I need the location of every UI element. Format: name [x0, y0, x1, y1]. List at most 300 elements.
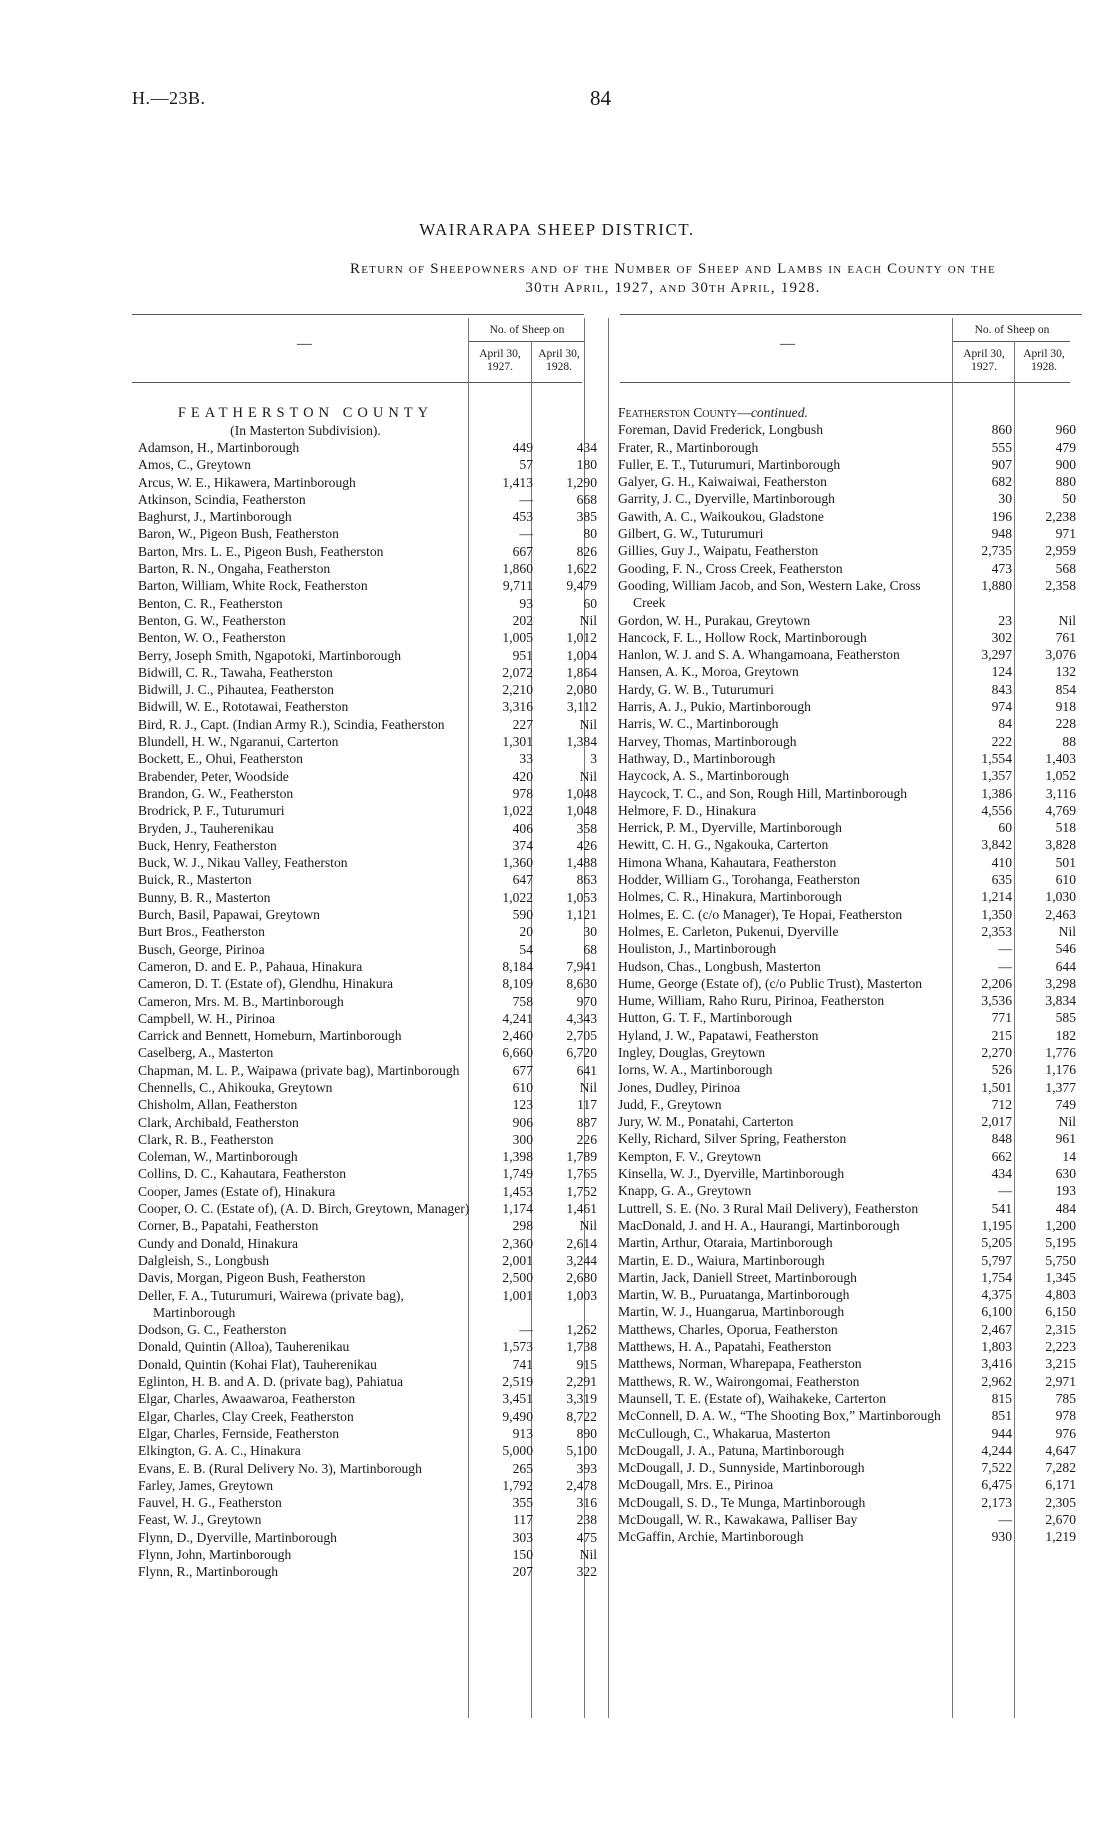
sheep-1927: —: [998, 1183, 1012, 1199]
table-row: [618, 1027, 1082, 1044]
sheep-1928: 132: [1055, 664, 1076, 680]
owner-name: Busch, George, Pirinoa: [138, 941, 265, 957]
sheep-1927: 3,451: [502, 1391, 533, 1407]
table-row: [618, 1269, 1082, 1286]
table-row: [618, 836, 1082, 853]
table-row: [138, 768, 605, 785]
table-row: [138, 1217, 605, 1234]
sheep-1927: 2,500: [502, 1270, 533, 1286]
owner-name: Martin, E. D., Waiura, Martinborough: [618, 1252, 825, 1268]
right-col1-header: April 30, 1927.: [963, 348, 1005, 373]
table-row: [138, 1148, 605, 1165]
table-row: [138, 1494, 605, 1511]
sheep-1928: Nil: [1058, 1114, 1076, 1130]
sheep-1928: 226: [576, 1131, 597, 1147]
table-row: [618, 1200, 1082, 1217]
owner-name: Fauvel, H. G., Featherston: [138, 1495, 282, 1511]
left-col2-header: April 30, 1928.: [538, 348, 580, 373]
table-row: [618, 1494, 1082, 1511]
sheep-1927: 2,467: [981, 1321, 1012, 1337]
table-row: [618, 958, 1082, 975]
sheep-1927: 3,842: [981, 837, 1012, 853]
owner-name: Benton, W. O., Featherston: [138, 630, 286, 646]
sheep-1928: 2,705: [566, 1028, 597, 1044]
sheep-1928: 1,345: [1045, 1269, 1076, 1285]
owner-name: Carrick and Bennett, Homeburn, Martinborough: [138, 1028, 402, 1044]
sheep-1927: 610: [512, 1079, 533, 1095]
table-row: [138, 491, 605, 508]
owner-name: Cameron, D. and E. P., Pahaua, Hinakura: [138, 958, 363, 974]
sheep-1928: 1,176: [1045, 1062, 1076, 1078]
owner-name: Cundy and Donald, Hinakura: [138, 1235, 299, 1251]
sheep-1928: 501: [1055, 854, 1076, 870]
table-row: [138, 975, 605, 992]
owner-name: Martin, W. J., Huangarua, Martinborough: [618, 1304, 845, 1320]
left-name-header-dash: —: [297, 336, 312, 352]
sheep-1928: 1,048: [566, 785, 597, 801]
owner-name: Fuller, E. T., Tuturumuri, Martinborough: [618, 456, 841, 472]
left-col1-header: April 30, 1927.: [479, 348, 521, 373]
table-top-rule: [132, 314, 584, 315]
sheep-1928: 7,282: [1045, 1460, 1076, 1476]
owner-name: McDougall, J. A., Patuna, Martinborough: [618, 1442, 845, 1458]
sheep-1928: 546: [1055, 941, 1076, 957]
sheep-1927: —: [998, 941, 1012, 957]
table-row: [138, 906, 605, 923]
sheep-1927: 1,501: [981, 1079, 1012, 1095]
owner-name: Helmore, F. D., Hinakura: [618, 802, 757, 818]
sheep-1928: Nil: [579, 1218, 597, 1234]
sheep-1927: 590: [512, 907, 533, 923]
sheep-1928: 2,358: [1045, 577, 1076, 593]
sheep-1928: 9,479: [566, 578, 597, 594]
sheep-1928: 880: [1055, 474, 1076, 490]
sheep-1928: 585: [1055, 1010, 1076, 1026]
owner-name: Hanlon, W. J. and S. A. Whangamoana, Featherston: [618, 647, 900, 663]
sheep-1927: 3,416: [981, 1356, 1012, 1372]
table-row: [138, 716, 605, 733]
sheep-1927: 851: [991, 1408, 1012, 1424]
sheep-1927: 9,711: [502, 578, 533, 594]
owner-name: Chisholm, Allan, Featherston: [138, 1097, 298, 1113]
table-row: [618, 733, 1082, 750]
owner-name: Coleman, W., Martinborough: [138, 1149, 298, 1165]
sheep-1928: 1,765: [566, 1166, 597, 1182]
table-row: [138, 958, 605, 975]
owner-name: Cooper, O. C. (Estate of), (A. D. Birch, Greytown, Manager): [138, 1201, 470, 1217]
sheep-1927: 1,792: [502, 1477, 533, 1493]
owner-name: Matthews, R. W., Wairongomai, Featherston: [618, 1373, 860, 1389]
table-row: [138, 1096, 605, 1113]
owner-name: Hume, George (Estate of), (c/o Public Trust), Masterton: [618, 975, 923, 991]
sheep-1928: 2,080: [566, 682, 597, 698]
sheep-1927: 1,174: [502, 1201, 533, 1217]
sheep-1927: 526: [991, 1062, 1012, 1078]
sheep-1927: —: [519, 491, 533, 507]
owner-name: Jones, Dudley, Pirinoa: [618, 1079, 741, 1095]
sheep-1927: 2,962: [981, 1373, 1012, 1389]
owner-name: Brodrick, P. F., Tuturumuri: [138, 803, 285, 819]
table-row: [138, 871, 605, 888]
owner-name: Judd, F., Greytown: [618, 1096, 722, 1112]
right-group-header: No. of Sheep on: [974, 324, 1050, 336]
sheep-1927: 406: [512, 820, 533, 836]
owner-name: Kelly, Richard, Silver Spring, Featherston: [618, 1131, 847, 1147]
sheep-1928: 970: [576, 993, 597, 1009]
document-title: WAIRARAPA SHEEP DISTRICT.: [419, 220, 695, 239]
county-subheading: (In Masterton Subdivision).: [230, 423, 381, 438]
owner-name: Jury, W. M., Ponatahi, Carterton: [618, 1114, 794, 1130]
table-row: [138, 854, 605, 871]
table-row: [138, 750, 605, 767]
owner-name: Martin, W. B., Puruatanga, Martinborough: [618, 1287, 850, 1303]
table-row: [618, 888, 1082, 905]
sheep-1928: 5,195: [1045, 1235, 1076, 1251]
sheep-1928: Nil: [1058, 612, 1076, 628]
table-row: [138, 1460, 605, 1477]
right-rows: [618, 421, 1082, 1545]
table-row: [138, 456, 605, 473]
sheep-1927: 541: [991, 1200, 1012, 1216]
owner-name: Holmes, E. C. (c/o Manager), Te Hopai, Featherston: [618, 906, 903, 922]
sheep-1927: 2,206: [981, 975, 1012, 991]
sheep-1927: 5,797: [981, 1252, 1012, 1268]
table-row: [618, 646, 1082, 663]
table-row: [138, 1252, 605, 1269]
sheep-1928: 4,769: [1045, 802, 1076, 818]
owner-name: Berry, Joseph Smith, Ngapotoki, Martinborough: [138, 647, 402, 663]
owner-name: Amos, C., Greytown: [138, 457, 251, 473]
subtitle-line-2: 30th April, 1927, and 30th April, 1928.: [525, 280, 821, 296]
owner-name: Chapman, M. L. P., Waipawa (private bag), Martinborough: [138, 1062, 460, 1078]
sheep-1928: 1,290: [566, 474, 597, 490]
sheep-1928: Nil: [579, 716, 597, 732]
sheep-1928: 6,171: [1045, 1477, 1076, 1493]
sheep-1927: 635: [991, 872, 1012, 888]
owner-name: Gillies, Guy J., Waipatu, Featherston: [618, 543, 819, 559]
owner-name: Himona Whana, Kahautara, Featherston: [618, 854, 837, 870]
right-name-header-dash: —: [780, 336, 795, 352]
table-row: [618, 1182, 1082, 1199]
table-row: [138, 1477, 605, 1494]
left-column: [138, 398, 605, 1581]
owner-name: Gilbert, G. W., Tuturumuri: [618, 526, 764, 542]
table-row: [138, 1390, 605, 1407]
sheep-1927: 7,522: [981, 1460, 1012, 1476]
sheep-1927: —: [519, 526, 533, 542]
owner-name: Chennells, C., Ahikouka, Greytown: [138, 1079, 333, 1095]
table-row: [618, 1511, 1082, 1528]
sheep-1928: Nil: [579, 1547, 597, 1562]
table-row: [138, 837, 605, 854]
table-row: [618, 1407, 1082, 1424]
table-row: [618, 1355, 1082, 1372]
sheep-1928: 854: [1055, 681, 1076, 697]
sheep-1927: 3,316: [502, 699, 533, 715]
sheep-1928: 80: [583, 526, 597, 542]
owner-name: Hardy, G. W. B., Tuturumuri: [618, 681, 774, 697]
table-row: [618, 629, 1082, 646]
sheep-1927: 1,386: [981, 785, 1012, 801]
sheep-1928: 117: [577, 1097, 597, 1113]
sheep-1928: 8,630: [566, 976, 597, 992]
sheep-1927: 4,244: [981, 1442, 1012, 1458]
owner-name: Elgar, Charles, Fernside, Featherston: [138, 1425, 340, 1441]
owner-name: Bidwill, J. C., Pihautea, Featherston: [138, 682, 334, 698]
owner-name: Bryden, J., Tauherenikau: [138, 820, 274, 836]
owner-name: Hathway, D., Martinborough: [618, 750, 776, 766]
table-row: [618, 439, 1082, 456]
sheep-1927: 758: [512, 993, 533, 1009]
right-col2-header: April 30, 1928.: [1023, 348, 1065, 373]
owner-name: Gooding, William Jacob, and Son, Western Lake, Cross Creek: [618, 577, 921, 611]
sheep-1928: 6,150: [1045, 1304, 1076, 1320]
sheep-1928: 610: [1055, 872, 1076, 888]
sheep-1927: 1,554: [981, 750, 1012, 766]
owner-name: Kinsella, W. J., Dyerville, Martinborough: [618, 1166, 845, 1182]
owner-name: Dalgleish, S., Longbush: [138, 1252, 270, 1268]
sheep-1928: 2,223: [1045, 1339, 1076, 1355]
sheep-1928: Nil: [579, 768, 597, 784]
table-row: [618, 1252, 1082, 1269]
sheep-1927: 662: [991, 1148, 1012, 1164]
sheep-1927: 6,660: [502, 1045, 533, 1061]
continued-heading: [618, 404, 1082, 421]
table-row: [618, 1044, 1082, 1061]
sheep-1927: 33: [519, 751, 533, 767]
sheep-1928: 393: [576, 1460, 597, 1476]
table-row: [138, 647, 605, 664]
owner-name: Hancock, F. L., Hollow Rock, Martinborough: [618, 629, 867, 645]
sheep-1927: 2,519: [502, 1374, 533, 1390]
owner-name: Buick, R., Masterton: [138, 872, 252, 888]
sheep-1927: 84: [998, 716, 1012, 732]
sheep-1927: 1,350: [981, 906, 1012, 922]
owner-name: Barton, Mrs. L. E., Pigeon Bush, Featherston: [138, 543, 384, 559]
sheep-1927: 1,214: [981, 889, 1012, 905]
table-row: [618, 854, 1082, 871]
document-reference: H.—23B.: [132, 88, 206, 108]
owner-name: Burch, Basil, Papawai, Greytown: [138, 907, 320, 923]
owner-name: McCullough, C., Whakarua, Masterton: [618, 1425, 831, 1441]
sheep-1927: 647: [512, 872, 533, 888]
sheep-1928: 60: [583, 595, 597, 611]
sheep-1927: 473: [991, 560, 1012, 576]
sheep-1927: 57: [519, 457, 533, 473]
sheep-1928: 1,461: [566, 1201, 597, 1217]
sheep-1928: 1,738: [566, 1339, 597, 1355]
owner-name: Holmes, E. Carleton, Pukenui, Dyerville: [618, 923, 839, 939]
table-row: [138, 802, 605, 819]
owner-name: Hudson, Chas., Longbush, Masterton: [618, 958, 821, 974]
sheep-1927: 30: [998, 491, 1012, 507]
sheep-1928: 890: [576, 1425, 597, 1441]
sheep-1928: 3,112: [566, 699, 597, 715]
sheep-1927: 3,297: [981, 647, 1012, 663]
owner-name: Haycock, T. C., and Son, Rough Hill, Martinborough: [618, 785, 908, 801]
sheep-1927: 124: [991, 664, 1012, 680]
sheep-1928: 4,647: [1045, 1442, 1076, 1458]
sheep-1927: 207: [512, 1564, 533, 1580]
table-row: [618, 1009, 1082, 1026]
owner-name: Bidwill, W. E., Rototawai, Featherston: [138, 699, 349, 715]
table-row: [618, 473, 1082, 490]
table-row: [138, 595, 605, 612]
sheep-1928: 1,262: [566, 1322, 597, 1338]
table-row: [618, 560, 1082, 577]
sheep-1928: 5,100: [566, 1443, 597, 1459]
table-row: [138, 525, 605, 542]
owner-name: Herrick, P. M., Dyerville, Martinborough: [618, 820, 842, 836]
sheep-1928: Nil: [579, 1079, 597, 1095]
sheep-1928: 2,315: [1045, 1321, 1076, 1337]
sheep-1927: 1,413: [502, 474, 533, 490]
table-row: [138, 1356, 605, 1373]
table-row: [138, 785, 605, 802]
owner-name: Baghurst, J., Martinborough: [138, 509, 292, 525]
owner-name: McConnell, D. A. W., “The Shooting Box,” Martinborough: [618, 1408, 941, 1424]
sheep-1927: 712: [991, 1096, 1012, 1112]
table-row: [618, 542, 1082, 559]
sheep-1927: 265: [512, 1460, 533, 1476]
table-row: [618, 1390, 1082, 1407]
sheep-1927: 978: [512, 785, 533, 801]
sheep-1928: Nil: [1058, 923, 1076, 939]
sheep-1927: 3,536: [981, 993, 1012, 1009]
table-row: [618, 490, 1082, 507]
sheep-1928: 630: [1055, 1166, 1076, 1182]
sheep-1928: 6,720: [566, 1045, 597, 1061]
county-heading: FEATHERSTON COUNTY: [177, 405, 434, 421]
sheep-1928: 518: [1055, 820, 1076, 836]
table-row: [138, 1511, 605, 1528]
table-row: [618, 992, 1082, 1009]
sheep-1928: 50: [1062, 491, 1076, 507]
sheep-1927: 1,880: [981, 577, 1012, 593]
owner-name: Davis, Morgan, Pigeon Bush, Featherston: [138, 1270, 366, 1286]
sheep-1927: 449: [512, 440, 533, 455]
table-row: [618, 577, 1082, 612]
owner-name: Cameron, Mrs. M. B., Martinborough: [138, 993, 344, 1009]
table-row: [138, 612, 605, 629]
owner-name: Matthews, Norman, Wharepapa, Featherston: [618, 1356, 862, 1372]
owner-name: Maunsell, T. E. (Estate of), Waihakeke, Carterton: [618, 1390, 887, 1406]
sheep-1927: 2,210: [502, 682, 533, 698]
table-row: [138, 820, 605, 837]
owner-name: Luttrell, S. E. (No. 3 Rural Mail Delivery), Featherston: [618, 1200, 919, 1216]
owner-name: Caselberg, A., Masterton: [138, 1045, 274, 1061]
sheep-1927: 6,475: [981, 1477, 1012, 1493]
sheep-1927: 60: [998, 820, 1012, 836]
owner-name: MacDonald, J. and H. A., Haurangi, Martinborough: [618, 1217, 900, 1233]
sheep-1927: 4,375: [981, 1287, 1012, 1303]
sheep-1928: 316: [576, 1495, 597, 1511]
owner-name: Garrity, J. C., Dyerville, Martinborough: [618, 491, 835, 507]
table-row: [618, 1148, 1082, 1165]
sheep-1927: 374: [512, 837, 533, 853]
table-row: [138, 1235, 605, 1252]
sheep-1928: 2,670: [1045, 1512, 1076, 1527]
owner-name: Benton, C. R., Featherston: [138, 595, 283, 611]
owner-name: McGaffin, Archie, Martinborough: [618, 1529, 804, 1545]
sheep-1928: 5,750: [1045, 1252, 1076, 1268]
sheep-1927: 5,205: [981, 1235, 1012, 1251]
owner-name: Frater, R., Martinborough: [618, 439, 759, 455]
sheep-1927: 948: [991, 526, 1012, 542]
sheep-1928: 322: [576, 1564, 597, 1580]
table-row: [618, 1338, 1082, 1355]
table-row: [138, 993, 605, 1010]
sheep-1928: 193: [1055, 1183, 1076, 1199]
table-row: [618, 1303, 1082, 1320]
sheep-1928: 1,622: [566, 561, 597, 577]
table-row: [138, 1044, 605, 1061]
sheep-1927: 906: [512, 1114, 533, 1130]
sheep-1927: 6,100: [981, 1304, 1012, 1320]
owner-name: Hodder, William G., Torohanga, Featherston: [618, 872, 861, 888]
sheep-1928: 644: [1055, 958, 1076, 974]
sheep-1927: 2,072: [502, 664, 533, 680]
table-row: [618, 1130, 1082, 1147]
owner-name: Flynn, R., Martinborough: [138, 1564, 279, 1580]
sheep-1928: 3,298: [1045, 975, 1076, 991]
sheep-1927: 944: [991, 1425, 1012, 1441]
sheep-1927: 2,735: [981, 543, 1012, 559]
owner-name: Flynn, D., Dyerville, Martinborough: [138, 1529, 337, 1545]
owner-name: Haycock, A. S., Martinborough: [618, 768, 790, 784]
table-row: [138, 1062, 605, 1079]
sheep-1928: 641: [576, 1062, 597, 1078]
sheep-1927: 848: [991, 1131, 1012, 1147]
table-row: [618, 1113, 1082, 1130]
sheep-1927: 410: [991, 854, 1012, 870]
table-row: [618, 612, 1082, 629]
sheep-1927: 2,353: [981, 923, 1012, 939]
owner-name: Barton, R. N., Ongaha, Featherston: [138, 561, 331, 577]
owner-name: Bird, R. J., Capt. (Indian Army R.), Scindia, Featherston: [138, 716, 445, 732]
owner-name: Houliston, J., Martinborough: [618, 941, 777, 957]
owner-name: Bockett, E., Ohui, Featherston: [138, 751, 303, 767]
sheep-1927: 8,184: [502, 958, 533, 974]
owner-name: Donald, Quintin (Kohai Flat), Tauherenikau: [138, 1356, 377, 1372]
table-row: [138, 1546, 605, 1563]
sheep-1928: 960: [1055, 422, 1076, 438]
sheep-1927: 2,460: [502, 1028, 533, 1044]
owner-name: Brabender, Peter, Woodside: [138, 768, 289, 784]
sheep-1927: 1,005: [502, 630, 533, 646]
table-row: [138, 1269, 605, 1286]
sheep-1928: 915: [576, 1356, 597, 1372]
owner-name: Bunny, B. R., Masterton: [138, 889, 271, 905]
table-row: [138, 1010, 605, 1027]
table-row: [618, 508, 1082, 525]
table-row: [618, 1476, 1082, 1493]
sheep-1928: 668: [576, 491, 597, 507]
sheep-1928: 3,215: [1045, 1356, 1076, 1372]
sheep-1928: 2,971: [1045, 1373, 1076, 1389]
table-row: [618, 1165, 1082, 1182]
sheep-1928: 1,030: [1045, 889, 1076, 905]
sheep-1927: 1,754: [981, 1269, 1012, 1285]
table-row: [138, 1529, 605, 1546]
header-bottom-rule-right: [620, 382, 1070, 383]
sheep-1927: 677: [512, 1062, 533, 1078]
table-row: [138, 889, 605, 906]
owner-name: Elkington, G. A. C., Hinakura: [138, 1443, 301, 1459]
table-row: [618, 1096, 1082, 1113]
sheep-1928: 479: [1055, 439, 1076, 455]
left-rows: [138, 439, 605, 1581]
